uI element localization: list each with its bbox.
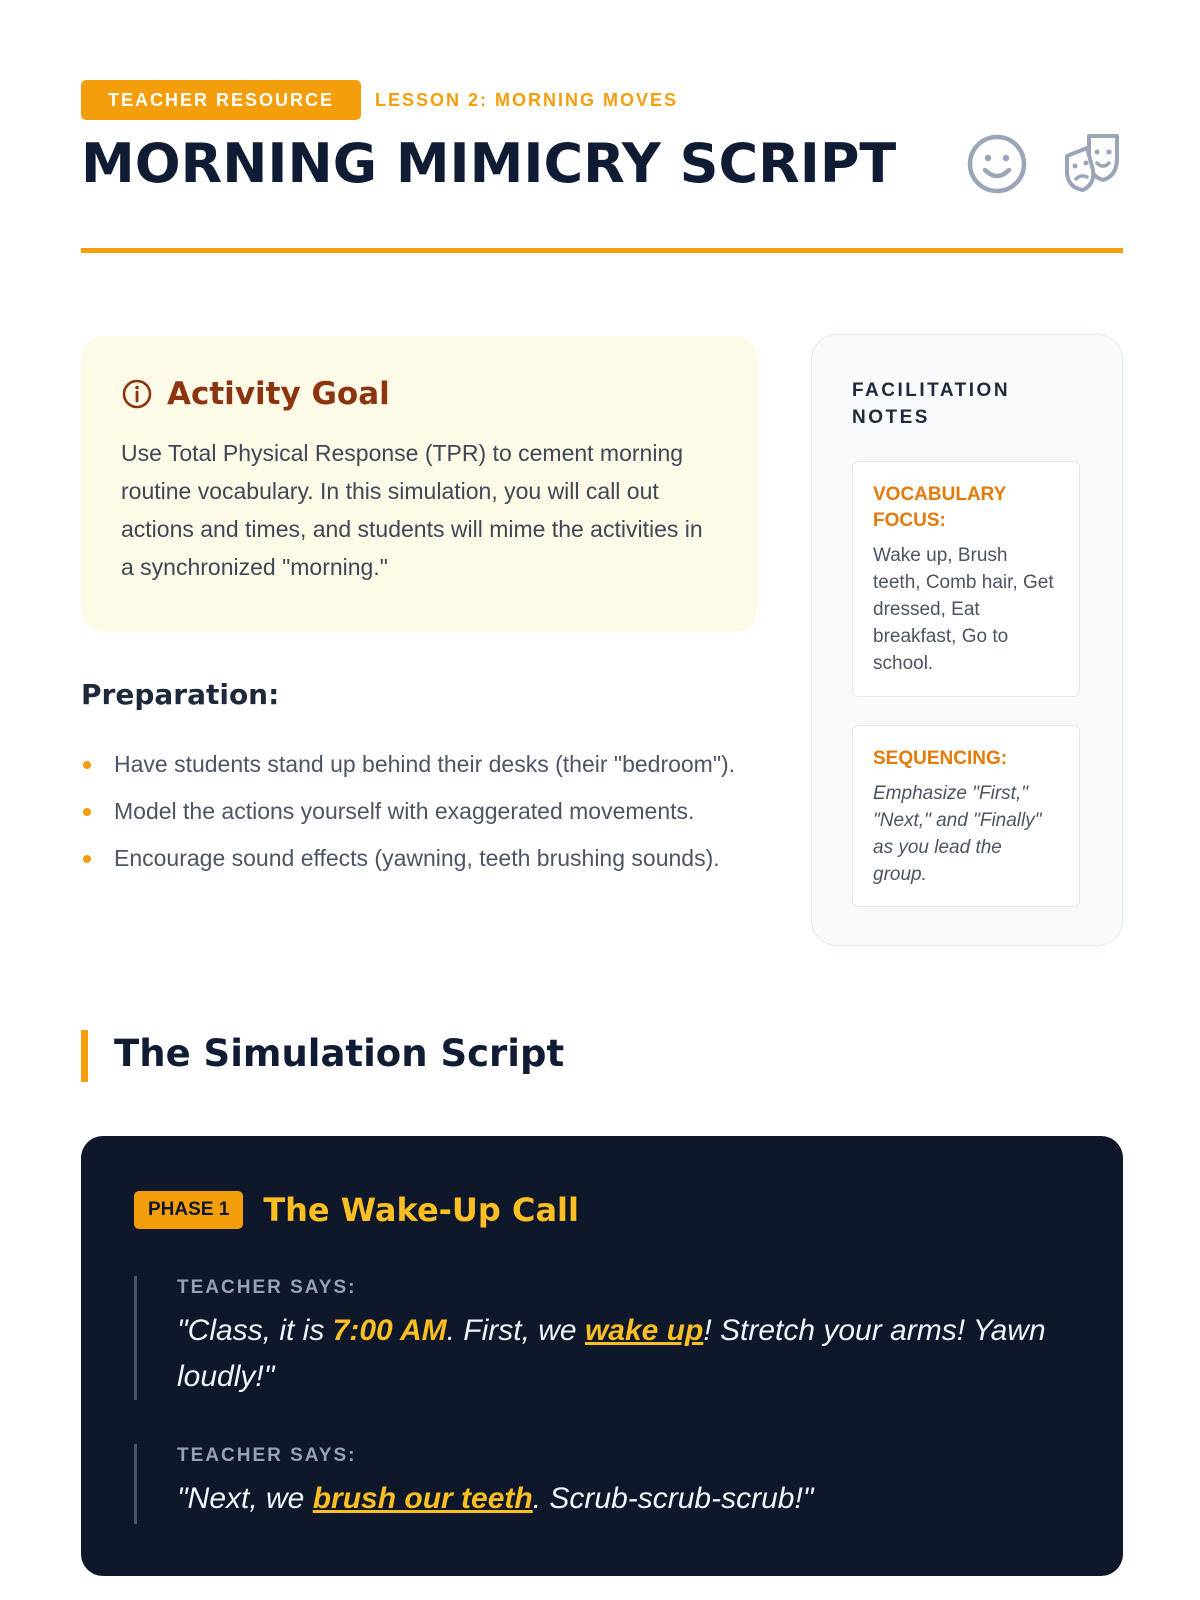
facilitation-notes-title: FACILITATION NOTES: [852, 380, 1011, 428]
teacher-quote: [177, 1308, 1070, 1400]
sequencing-label: SEQUENCING:: [873, 748, 1008, 769]
quote-text: . First, we: [446, 1314, 585, 1347]
activity-goal-card: [81, 336, 757, 632]
theater-masks-icon: [1059, 130, 1123, 194]
bullet-icon: [83, 808, 91, 816]
teacher-line: [134, 1276, 1070, 1400]
header-divider: [81, 248, 1123, 253]
goal-title: Activity Goal: [167, 376, 390, 412]
time-highlight: 7:00 AM: [332, 1314, 447, 1347]
teacher-line: [134, 1444, 1070, 1524]
teacher-quote: [177, 1476, 1070, 1522]
teacher-says-label: TEACHER SAYS:: [177, 1445, 357, 1466]
list-item-text: Model the actions yourself with exaggerated movements.: [114, 798, 695, 824]
list-item-text: Encourage sound effects (yawning, teeth brushing sounds).: [114, 845, 720, 871]
info-icon: [121, 378, 153, 410]
header-tags: [81, 80, 678, 120]
goal-heading: [121, 372, 717, 416]
teacher-says-label: TEACHER SAYS:: [177, 1277, 357, 1298]
sequencing-box: [852, 725, 1080, 907]
preparation-title: Preparation:: [81, 678, 280, 711]
list-item: [81, 748, 757, 781]
quote-text: . Scrub-scrub-scrub!": [532, 1482, 814, 1515]
smile-icon: [965, 132, 1029, 196]
resource-tag: TEACHER RESOURCE: [81, 80, 361, 120]
vocabulary-focus-text: Wake up, Brush teeth, Comb hair, Get dressed, Eat breakfast, Go to school.: [873, 545, 1054, 674]
list-item-text: Have students stand up behind their desks (their "bedroom").: [114, 751, 736, 777]
quote-text: "Class, it is: [177, 1314, 333, 1347]
phase-heading: [134, 1188, 1070, 1232]
vocabulary-focus-box: [852, 461, 1080, 697]
list-item: [81, 842, 757, 875]
facilitation-notes-card: [811, 334, 1123, 946]
phase-badge: PHASE 1: [134, 1191, 243, 1229]
quote-text: "Next, we: [177, 1482, 313, 1515]
list-item: [81, 795, 757, 828]
section-accent-bar: [81, 1030, 88, 1082]
action-highlight: wake up: [584, 1314, 704, 1347]
phase-title: The Wake-Up Call: [263, 1191, 579, 1229]
bullet-icon: [83, 761, 91, 769]
sequencing-text: Emphasize "First," "Next," and "Finally" as you lead the group.: [873, 783, 1042, 885]
goal-text: Use Total Physical Response (TPR) to cement morning routine vocabulary. In this simulation, you will call out actions and times, and students will mime the activities in a synchronized "morning.": [121, 440, 703, 580]
script-card: [81, 1136, 1123, 1576]
quote-text: ! Stretch your arms! Yawn loudly!": [177, 1314, 1046, 1393]
page-title: MORNING MIMICRY SCRIPT: [81, 132, 897, 195]
title-row: [81, 128, 1123, 200]
bullet-icon: [83, 855, 91, 863]
simulation-title: The Simulation Script: [114, 1032, 565, 1075]
preparation-list: [81, 748, 757, 889]
action-highlight: brush our teeth: [312, 1482, 533, 1515]
vocabulary-focus-label: VOCABULARY FOCUS:: [873, 484, 1007, 531]
lesson-label: LESSON 2: MORNING MOVES: [375, 89, 679, 110]
